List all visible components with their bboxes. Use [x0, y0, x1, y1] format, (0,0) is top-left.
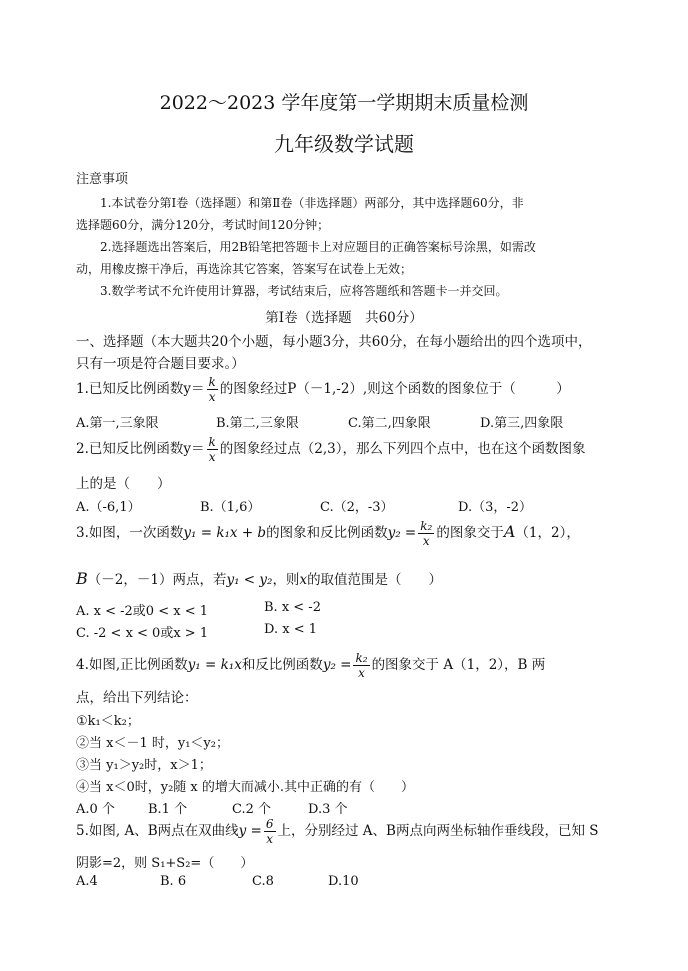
q2-line-2: 上的是（ ） [76, 476, 171, 492]
notice-heading: 注意事项 [76, 172, 129, 187]
q2-frac-den: x [208, 450, 216, 464]
q3-formula-1: y₁ = k₁x + b [183, 525, 267, 541]
q3-condition: y₁ < y₂ [226, 572, 273, 588]
q3-line-2 [76, 568, 442, 588]
q3-option-b: B. x < -2 [264, 600, 321, 615]
q3-point-a: A [503, 522, 516, 541]
q4-option-a: A.0 个 [76, 802, 115, 817]
q3-option-c: C. -2 < x < 0或x > 1 [76, 626, 209, 641]
q4-formula-2: y₂ = [322, 657, 352, 673]
q3-option-a: A. x < -2或0 < x < 1 [76, 604, 208, 619]
q5-frac-num: 6 [265, 817, 274, 831]
notice-line-3: 3.数学考试不允许使用计算器，考试结束后，应将答题纸和答题卡一并交回。 [100, 284, 508, 298]
q3-point-b: B [76, 569, 88, 588]
q4-option-c: C.2 个 [232, 802, 272, 817]
q5-fraction [264, 818, 276, 845]
q1-pre: 1.已知反比例函数y＝ [76, 381, 205, 397]
notice-line-2a: 2.选择题选出答案后，用2B铅笔把答题卡上对应题目的正确答案标号涂黑，如需改 [100, 240, 536, 254]
q1-frac-num: k [208, 375, 216, 389]
q1-frac-den: x [208, 390, 216, 404]
q3-frac-den: x [422, 534, 430, 548]
q3-option-d: D. x < 1 [264, 622, 317, 637]
q5-formula: y = [238, 823, 262, 839]
q3-fraction [418, 520, 434, 547]
q4-fraction [353, 652, 369, 679]
notice-line-1b: 选择题60分，满分120分，考试时间120分钟； [76, 218, 330, 232]
q3-formula-2: y₂ = [387, 525, 417, 541]
question-4 [76, 652, 545, 679]
q2-option-b: B.（1,6） [200, 500, 261, 515]
question-5 [76, 818, 599, 845]
q4-conclusion-4: ④当 x＜0时，y₂随 x 的增大而减小.其中正确的有（ ） [76, 780, 415, 795]
q2-option-a: A.（-6,1） [76, 500, 141, 515]
exam-subtitle: 九年级数学试题 [274, 132, 414, 156]
q4-option-b: B.1 个 [148, 802, 188, 817]
q5-option-b: B. 6 [160, 874, 187, 889]
q3-line2-text: （－2，－1）两点，若 [87, 572, 227, 588]
q5-frac-den: x [266, 832, 274, 846]
q1-option-a: A.第一,三象限 [76, 416, 159, 431]
q4-conclusion-3: ③当 y₁＞y₂时，x＞1； [76, 758, 212, 773]
q4-line-2: 点，给出下列结论： [76, 690, 198, 706]
q3-line2-end: 的取值范围是（ ） [307, 572, 443, 588]
q3-var-x: x [299, 572, 308, 588]
q1-option-d: D.第三,四象限 [480, 416, 564, 431]
q5-option-d: D.10 [328, 874, 359, 889]
question-2 [76, 436, 586, 463]
notice-line-2b: 动，用橡皮擦干净后，再选涂其它答案，答案写在试卷上无效； [76, 262, 413, 276]
q5-option-a: A.4 [76, 874, 98, 889]
q5-line-2: 阴影=2，则 S₁+S₂=（ ） [76, 856, 254, 871]
q2-option-c: C.（2，-3） [320, 500, 394, 515]
notice-line-1a: 1.本试卷分第Ⅰ卷（选择题）和第Ⅱ卷（非选择题）两部分，其中选择题60分，非 [100, 196, 524, 210]
q3-mid: 的图象和反比例函数 [266, 525, 388, 541]
q3-frac-num: k₂ [420, 519, 433, 533]
q4-pre: 4.如图,正比例函数 [76, 657, 188, 673]
q4-formula-1: y₁ = k₁x [187, 657, 242, 673]
section-intro-b: 只有一项是符合题目要求。） [76, 356, 245, 372]
section-intro-a: 一、选择题（本大题共20个小题，每小题3分，共60分，在每小题给出的四个选项中， [76, 334, 592, 350]
q5-pre: 5.如图, A、B两点在双曲线 [76, 823, 239, 839]
q5-post: 上，分别经过 A、B两点向两坐标轴作垂线段，已知 S [277, 823, 599, 839]
exam-title: 2022～2023 学年度第一学期期末质量检测 [159, 92, 529, 114]
q5-option-c: C.8 [252, 874, 274, 889]
q2-frac-num: k [208, 435, 216, 449]
q3-pre: 3.如图，一次函数 [76, 525, 184, 541]
q2-pre: 2.已知反比例函数y＝ [76, 441, 205, 457]
q4-option-d: D.3 个 [308, 802, 348, 817]
q1-post: 的图象经过P（－1,-2）,则这个函数的图象位于（ ） [219, 381, 570, 397]
q3-post: 的图象交于 [436, 525, 504, 541]
q1-fraction [207, 376, 218, 403]
q2-option-d: D.（3，-2） [458, 500, 533, 515]
q1-option-b: B.第二,三象限 [216, 416, 299, 431]
q1-option-c: C.第二,四象限 [348, 416, 431, 431]
part1-heading: 第Ⅰ卷（选择题 共60分） [265, 310, 423, 326]
question-3 [76, 520, 580, 547]
q4-frac-num: k₂ [355, 651, 368, 665]
q3-line2-post: ，则 [272, 572, 300, 588]
q2-post: 的图象经过点（2,3），那么下列四个点中，也在这个函数图象 [219, 441, 586, 457]
q4-post: 的图象交于 A（1，2），B 两 [371, 657, 546, 673]
q4-mid: 和反比例函数 [241, 657, 323, 673]
question-1 [76, 376, 570, 403]
q3-point-a-coord: （1，2）， [515, 525, 580, 541]
q2-fraction [207, 436, 218, 463]
q4-frac-den: x [358, 666, 365, 680]
q4-conclusion-2: ②当 x＜－1 时，y₁＜y₂； [76, 736, 229, 751]
q4-conclusion-1: ①k₁＜k₂； [76, 714, 140, 729]
